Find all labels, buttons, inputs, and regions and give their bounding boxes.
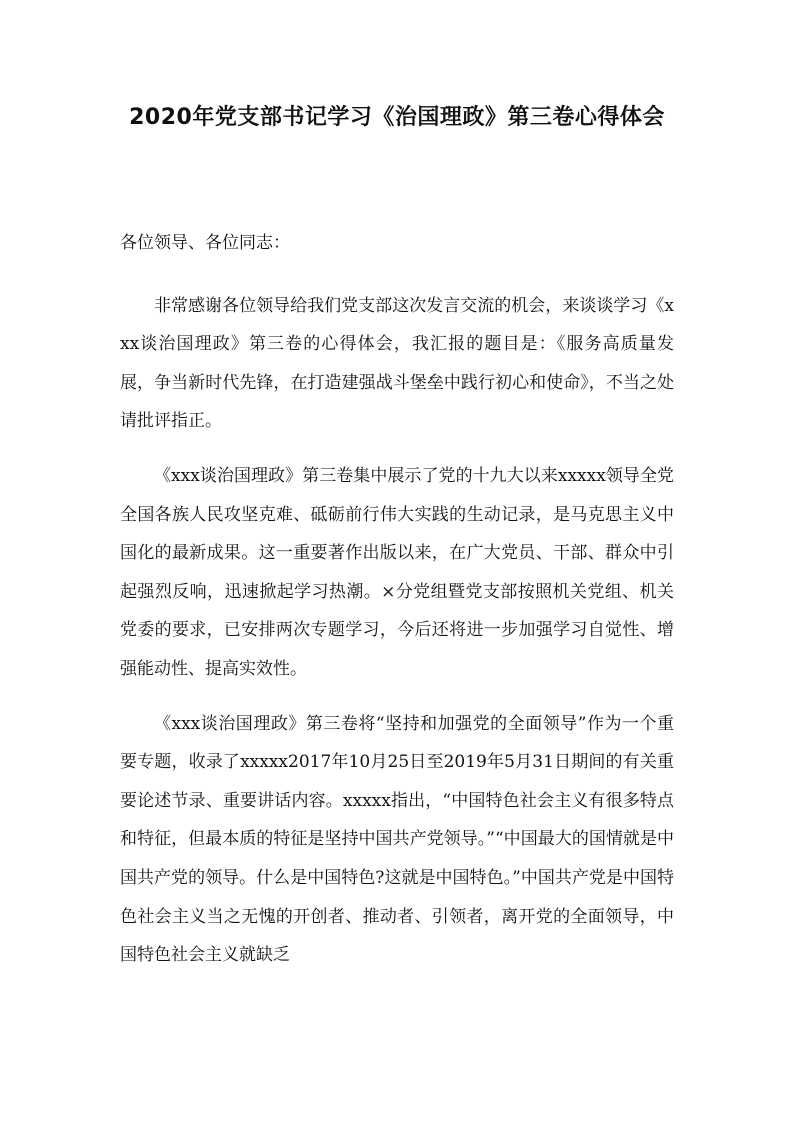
document-body [120,224,674,975]
paragraph-1: 非常感谢各位领导给我们党支部这次发言交流的机会，来谈谈学习《xxx谈治国理政》第三卷的心得体会，我汇报的题目是：《服务高质量发展，争当新时代先锋，在打造建强战斗堡垒中践行初心和使命》，不当之处请批评指正。 [120,295,674,432]
paragraph-3: 《xxx谈治国理政》第三卷将“坚持和加强党的全面领导”作为一个重要专题，收录了xxxxx2017年10月25日至2019年5月31日期间的有关重要论述节录、重要讲话内容。xxxxx指出，“中国特色社会主义有很多特点和特征，但最本质的特征是坚持中国共产党领导。”“中国最大的国情就是中国共产党的领导。什么是中国特色?这就是中国特色。”中国共产党是中国特色社会主义当之无愧的开创者、推动者、引领者，离开党的全面领导，中国特色社会主义就缺乏 [120,713,674,966]
salutation: 各位领导、各位同志： [120,233,290,253]
paragraph-2: 《xxx谈治国理政》第三卷集中展示了党的十九大以来xxxxx领导全党全国各族人民攻坚克难、砥砺前行伟大实践的生动记录，是马克思主义中国化的最新成果。这一重要著作出版以来，在广大党员、干部、群众中引起强烈反响，迅速掀起学习热潮。×分党组暨党支部按照机关党组、机关党委的要求，已安排两次专题学习，今后还将进一步加强学习自觉性、增强能动性、提高实效性。 [120,465,674,679]
document-title: 2020年党支部书记学习《治国理政》第三卷心得体会 [129,105,665,130]
